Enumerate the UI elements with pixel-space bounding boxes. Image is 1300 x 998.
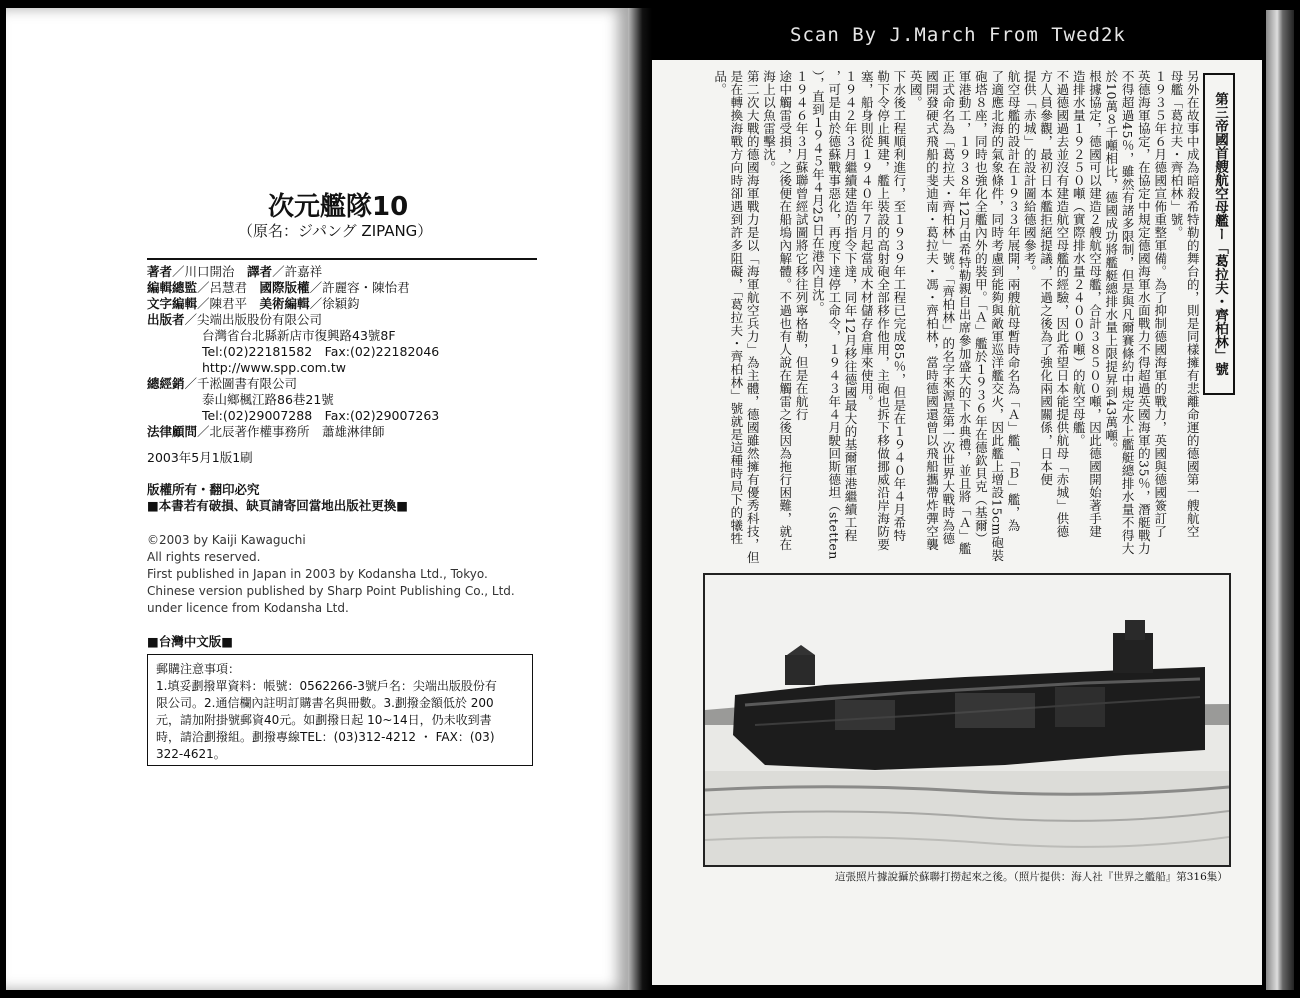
credit-value: ／北辰著作權事務所 蕭雄淋律師	[197, 424, 385, 439]
article-column: 了適應北海的氣象條件，同時考慮到能夠與敵軍巡洋艦交火，因此艦上增設15cm砲裝	[989, 70, 1005, 562]
article-column: 不得超過45％，雖然有諸多限制，但是與凡爾賽條約中規定水上艦艇總排水量不得大	[1120, 70, 1136, 555]
article-column: 勒下令停止興建，艦上裝設的高射砲全部移作他用，主砲也拆下移做挪威沿岸海防要	[875, 70, 891, 551]
article-column: 不過德國過去並沒有建造航空母艦的經驗，因此希望日本能提供航母「赤城」供德	[1054, 70, 1070, 538]
copyright-line: First published in Japan in 2003 by Kodansha Ltd., Tokyo.	[147, 567, 488, 581]
edition-label: ■台灣中文版■	[147, 634, 234, 649]
notice-line: 時，請洽劃撥組。劃撥專線TEL：(03)312-4212 ・ FAX：(03)	[156, 730, 495, 744]
book-gutter	[628, 8, 652, 990]
article-heading: 第三帝國首艘航空母艦ー「葛拉夫・齊柏林」號	[1203, 73, 1235, 395]
article-column: 英德海軍協定，在協定中規定德國海軍水面戰力不得超過英國海軍的35％，潛艇戰力	[1136, 70, 1152, 555]
notice-line: 322-4621。	[156, 747, 226, 761]
article-column: 英國。	[908, 70, 924, 109]
carrier-photo	[703, 573, 1231, 867]
publisher-url: http://www.spp.com.tw	[202, 360, 346, 375]
article-column: 根據協定，德國可以建造２艘航空母艦，合計３８５００噸，因此德國開始著手建	[1087, 70, 1103, 538]
copyright-line: under licence from Kodansha Ltd.	[147, 601, 349, 615]
article-column: 另外在故事中成為暗殺希特勒的舞台的，則是同樣擁有悲離命運的德國第一艘航空	[1185, 70, 1201, 538]
article-column: 是在轉換海戰方向時卻遇到許多阻礙，「葛拉夫・齊柏林」號就是這種時局下的犧牲	[728, 70, 744, 545]
article-column: 塞，船身則從１９４０年７月起當成木材儲存倉庫來使用。	[859, 70, 875, 408]
mail-order-notice	[147, 654, 533, 766]
copyright-line: ©2003 by Kaiji Kawaguchi	[147, 533, 306, 547]
credit-label: 譯者	[247, 264, 273, 279]
notice-line: 元，請加附掛號郵資40元。如劃撥日起 10~14日，仍未收到書	[156, 713, 492, 727]
article-column: 第二次大戰的德國海軍戰力是以「海軍航空兵力」為主體，德國雖然擁有優秀科技，但	[745, 70, 761, 564]
article-column: 品。	[712, 70, 728, 96]
credit-row	[147, 312, 537, 328]
article-column: 造排水量１９２５０噸（實際排水量２４０００噸）的航空母艦。	[1071, 70, 1087, 447]
credit-row	[147, 376, 537, 392]
notice-line: 1.填妥劃撥單資料：帳號：0562266-3號戶名：尖端出版股份有	[156, 679, 497, 693]
article-column: 航空母艦的設計在１９３３年展開，兩艘航母暫時命名為「Ａ」艦、「Ｂ」艦，為	[1005, 70, 1021, 532]
article-column: 方人員參觀，最初日本艦拒絕提議，不過之後為了強化兩國關係，日本便	[1038, 70, 1054, 486]
article-column: 於10萬８千噸相比，德國成功將艦艇總排水量上限提昇到43萬噸。	[1103, 70, 1119, 455]
book-edge	[1266, 10, 1294, 990]
article-column: 提供「赤城」的設計圖給德國參考。	[1022, 70, 1038, 278]
article-column: １９４２年３月繼續建造的指令下達，同年12月移往德國最大的基爾軍港繼續工程	[842, 70, 858, 542]
rights-notice	[147, 482, 408, 514]
copyright-block	[147, 532, 515, 617]
credit-label: 著者	[147, 264, 173, 279]
article-column: 砲塔８座，同時也強化全艦內外的裝甲。「Ａ」艦於１９３６年在德欽貝克（基爾）	[973, 70, 989, 545]
credit-label: 總經銷	[147, 376, 185, 391]
copyright-line: Chinese version published by Sharp Point Publishing Co., Ltd.	[147, 584, 515, 598]
scan-credit: Scan By J.March From Twed2k	[790, 24, 1126, 46]
article-column: 國開發硬式飛船的斐迪南・葛拉夫・馮・齊柏林，當時德國還曾以飛船攜帶炸彈空襲	[924, 70, 940, 551]
notice-heading: 郵購注意事項：	[156, 662, 241, 676]
publisher-phone: Tel:(02)22181582 Fax:(02)22182046	[202, 344, 440, 359]
credit-value: ／川口開治	[172, 264, 235, 279]
article-column: 海上以魚雷擊沈。	[761, 70, 777, 174]
article-column: １９４６年３月蘇聯曾經試圖將它移往列寧格勒，但是在航行	[794, 70, 810, 421]
credit-value: ／徐穎鈞	[309, 296, 360, 311]
credit-value: ／許麗容・陳怡君	[309, 280, 410, 295]
credit-row	[147, 424, 537, 440]
ship-wreck-image	[705, 575, 1229, 865]
article-column: 正式命名為「葛拉夫・齊柏林」號。「齊柏林」的名字來源是第一次世界大戰時為德	[940, 70, 956, 545]
credit-value: ／許嘉祥	[272, 264, 323, 279]
credit-value: ／千淞圖書有限公司	[184, 376, 298, 391]
original-title: （原名：ジパング ZIPANG）	[238, 222, 433, 240]
distributor-phone: Tel:(02)29007288 Fax:(02)29007263	[202, 408, 440, 423]
rights-line: 版權所有・翻印必究	[147, 482, 260, 497]
credit-label: 法律顧問	[147, 424, 198, 439]
article-column: 下水後工程順利進行，至１９３９年工程已完成85％，但是在１９４０年４月希特	[891, 70, 907, 542]
credit-label: 國際版權	[259, 280, 310, 295]
credit-label: 美術編輯	[259, 296, 310, 311]
credit-label: 出版者	[147, 312, 185, 327]
copyright-line: All rights reserved.	[147, 550, 261, 564]
publication-date: 2003年5月1版1刷	[147, 450, 253, 465]
credit-label: 編輯總監	[147, 280, 198, 295]
credit-value: ／呂慧君	[197, 280, 248, 295]
article-column: 途中觸雷受損，之後便在船塢內解體。不過也有人說在觸雷之後因為拖行困難，就在	[777, 70, 793, 551]
article-column: 軍港動工，１９３８年12月由希特勒親自出席參加盛大的下水典禮，並且將「Ａ」艦	[957, 70, 973, 555]
article-column: １９３５年６月德國宣佈重整軍備。為了抑制德國海軍的戰力，英國與德國簽訂了	[1152, 70, 1168, 538]
credit-label: 文字編輯	[147, 296, 198, 311]
credit-value: ／尖端出版股份有限公司	[184, 312, 323, 327]
credit-value: ／陳君平	[197, 296, 248, 311]
article-column: 母艦「葛拉夫・齊柏林」號。	[1168, 70, 1184, 239]
book-title: 次元艦隊10	[268, 192, 409, 222]
rights-line: ■本書若有破損、缺頁請寄回當地出版社更換■	[147, 498, 409, 513]
photo-caption: 這張照片據說攝於蘇聯打撈起來之後。（照片提供：海人社『世界之艦船』第316集）	[835, 871, 1228, 883]
distributor-address: 泰山鄉楓江路86巷21號	[202, 392, 334, 407]
credits-block	[147, 258, 537, 440]
credit-row	[147, 280, 537, 296]
notice-line: 限公司。2.通信欄內註明訂購書名與冊數。3.劃撥金額低於 200	[156, 696, 494, 710]
article-column: ，可是由於德蘇戰事惡化，再度下達停工命令，１９４３年４月駛回斯德坦（stetten	[826, 70, 842, 560]
publisher-address: 台灣省台北縣新店市復興路43號8F	[202, 328, 396, 343]
credit-row	[147, 296, 537, 312]
credit-row	[147, 264, 537, 280]
article-column: ），直到１９４５年４月25日在港內自沈。	[810, 70, 826, 315]
